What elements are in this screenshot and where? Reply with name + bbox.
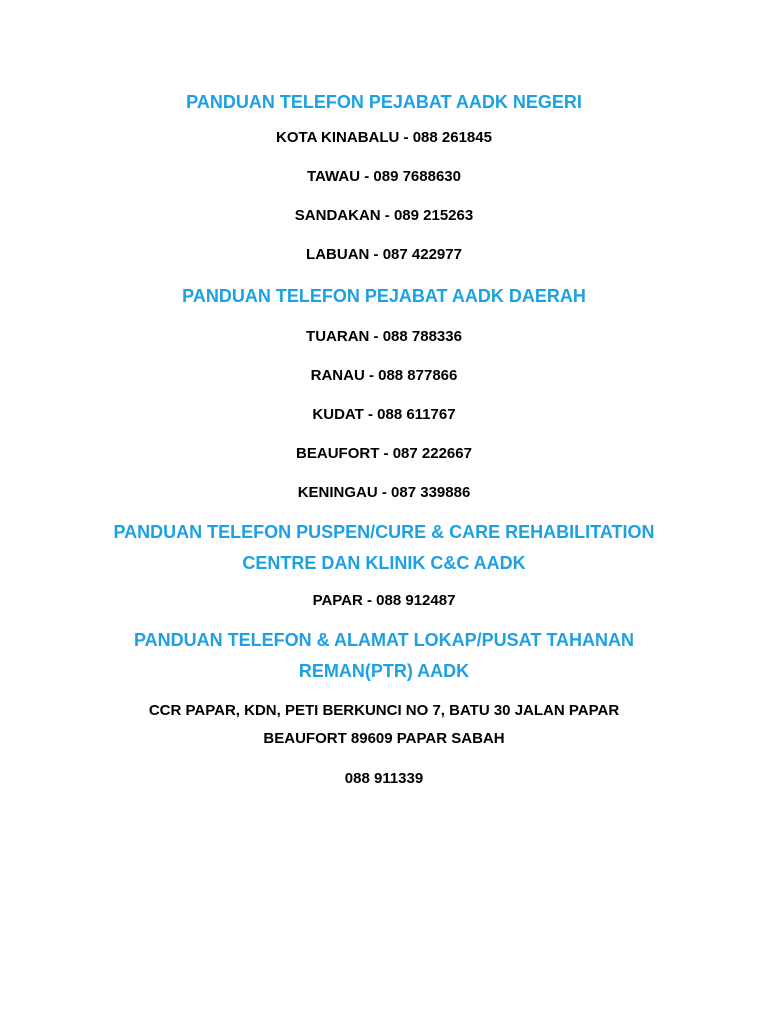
- section-heading-lokap-line1: PANDUAN TELEFON & ALAMAT LOKAP/PUSAT TAHANAN: [134, 630, 634, 650]
- section-heading-daerah: PANDUAN TELEFON PEJABAT AADK DAERAH: [182, 286, 586, 306]
- entry-keningau: KENINGAU - 087 339886: [297, 484, 471, 501]
- section-negeri: [0, 87, 768, 265]
- entry-beaufort: BEAUFORT - 087 222667: [296, 445, 472, 462]
- section-heading-lokap-line2: REMAN(PTR) AADK: [298, 661, 470, 681]
- entry-labuan: LABUAN - 087 422977: [306, 246, 462, 263]
- entry-kota-kinabalu: KOTA KINABALU - 088 261845: [276, 129, 492, 146]
- section-heading-lokap: [74, 625, 694, 687]
- entry-tawau: TAWAU - 089 7688630: [307, 168, 461, 185]
- entry-sandakan: SANDAKAN - 089 215263: [294, 207, 474, 224]
- entry-ranau: RANAU - 088 877866: [310, 367, 458, 384]
- address-line1: CCR PAPAR, KDN, PETI BERKUNCI NO 7, BATU 30 JALAN PAPAR: [148, 702, 620, 719]
- section-heading-puspen-line1: PANDUAN TELEFON PUSPEN/CURE & CARE REHABILITATION: [113, 522, 655, 542]
- entry-kudat: KUDAT - 088 611767: [312, 406, 456, 423]
- section-puspen: [0, 517, 768, 611]
- section-daerah: [0, 281, 768, 503]
- entry-ptr-phone: 088 911339: [344, 770, 424, 787]
- address-line2: BEAUFORT 89609 PAPAR SABAH: [263, 730, 505, 747]
- address-block: [104, 697, 664, 753]
- section-lokap: [0, 625, 768, 789]
- section-heading-negeri: PANDUAN TELEFON PEJABAT AADK NEGERI: [186, 92, 582, 112]
- entry-papar: PAPAR - 088 912487: [312, 592, 456, 609]
- entry-tuaran: TUARAN - 088 788336: [306, 328, 462, 345]
- section-heading-puspen-line2: CENTRE DAN KLINIK C&C AADK: [242, 553, 526, 573]
- section-heading-puspen: [74, 517, 694, 579]
